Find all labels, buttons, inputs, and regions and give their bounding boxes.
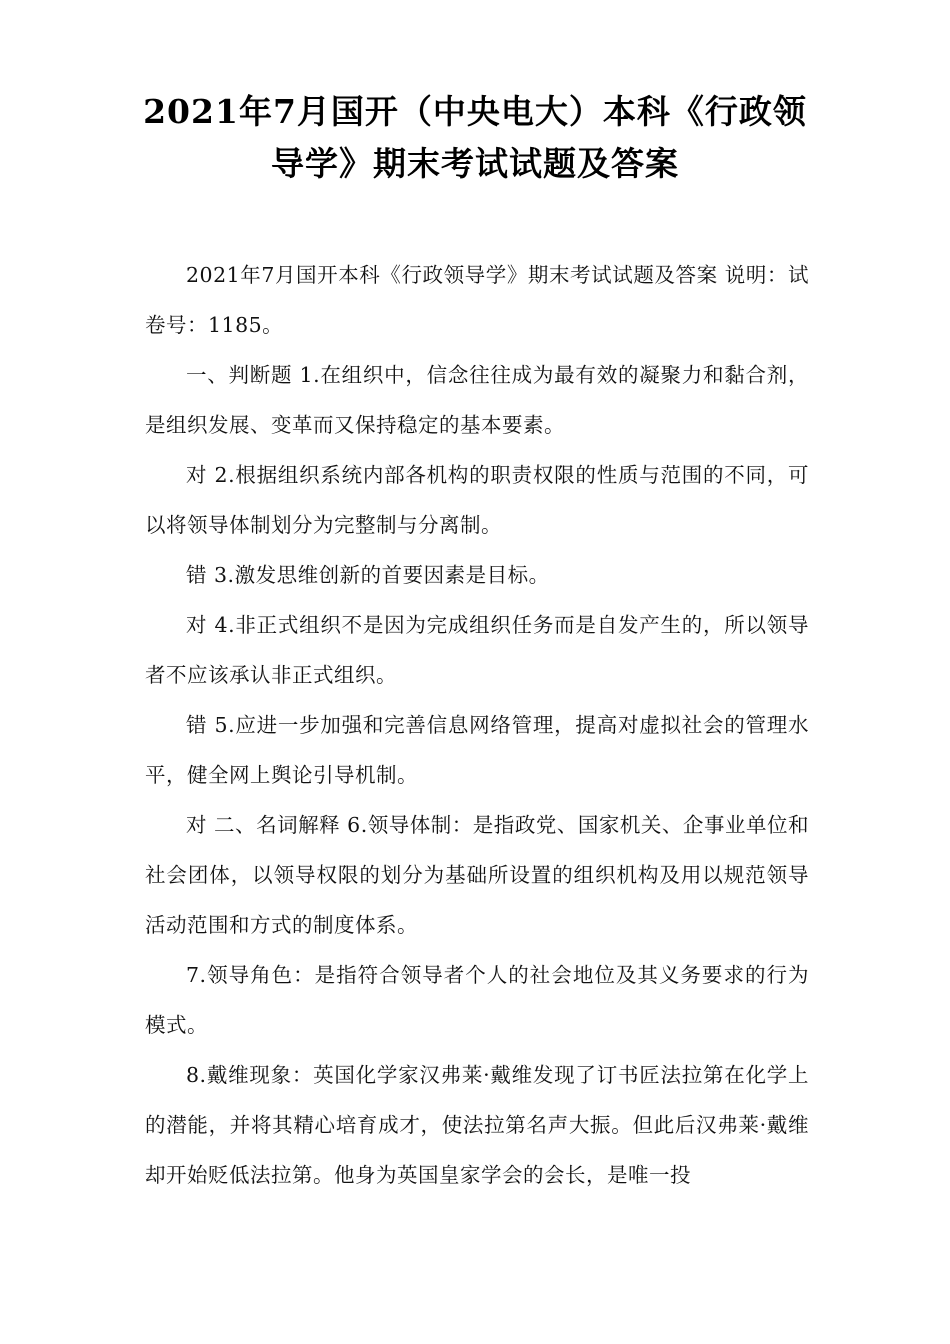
- paragraph-question-4: 对 4.非正式组织不是因为完成组织任务而是自发产生的，所以领导者不应该承认非正式组织。: [145, 613, 809, 687]
- paragraph-term-6: 对 二、名词解释 6.领导体制：是指政党、国家机关、企事业单位和社会团体，以领导权限的划分为基础所设置的组织机构及用以规范领导活动范围和方式的制度体系。: [145, 813, 809, 937]
- document-title: [100, 86, 850, 190]
- paragraph-question-1: 一、判断题 1.在组织中，信念往往成为最有效的凝聚力和黏合剂，是组织发展、变革而又保持稳定的基本要素。: [145, 363, 809, 437]
- title-line-2: 导学》期末考试试题及答案: [271, 144, 679, 183]
- paragraph-question-5: 错 5.应进一步加强和完善信息网络管理，提高对虚拟社会的管理水平，健全网上舆论引导机制。: [145, 713, 809, 787]
- paragraph-question-2: 对 2.根据组织系统内部各机构的职责权限的性质与范围的不同，可以将领导体制划分为完整制与分离制。: [145, 463, 809, 537]
- paragraph-term-8: 8.戴维现象：英国化学家汉弗莱·戴维发现了订书匠法拉第在化学上的潜能，并将其精心培育成才，使法拉第名声大振。但此后汉弗莱·戴维却开始贬低法拉第。他身为英国皇家学会的会长，是唯一投: [145, 1063, 809, 1187]
- paragraph-intro: 2021年7月国开本科《行政领导学》期末考试试题及答案 说明：试卷号：1185。: [145, 263, 809, 337]
- document-body: [145, 250, 809, 1200]
- paragraph-term-7: 7.领导角色：是指符合领导者个人的社会地位及其义务要求的行为模式。: [145, 963, 809, 1037]
- title-line-1: 2021年7月国开（中央电大）本科《行政领: [143, 92, 807, 131]
- paragraph-question-3: 错 3.激发思维创新的首要因素是目标。: [186, 563, 550, 587]
